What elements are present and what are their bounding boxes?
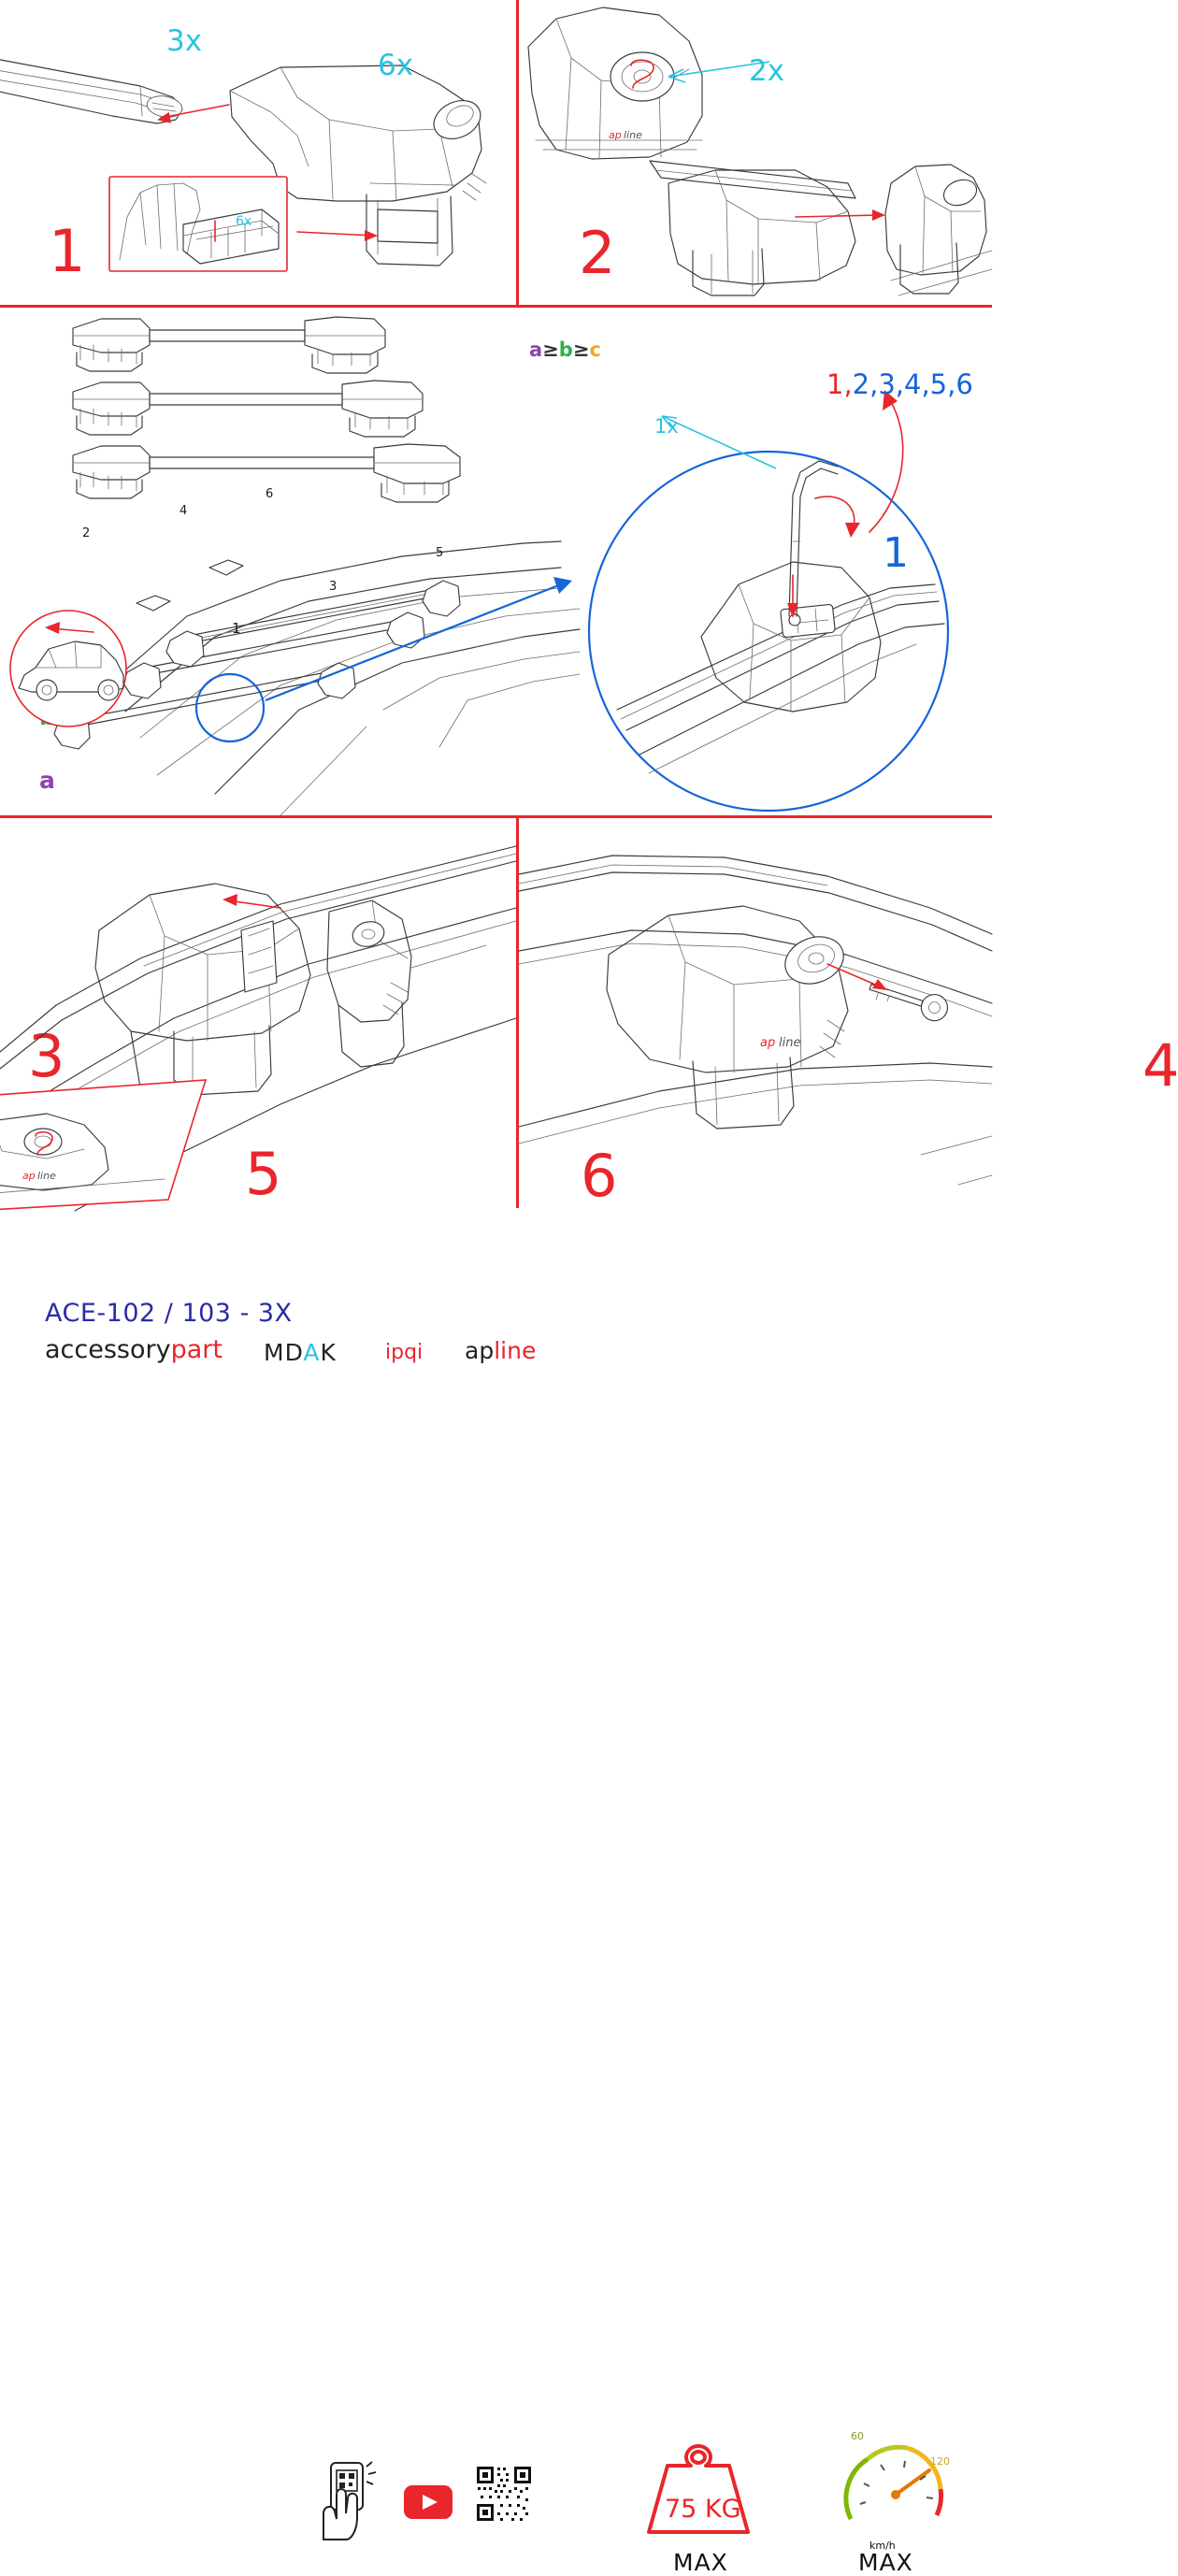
highlight-circle xyxy=(196,674,264,741)
brand-apline xyxy=(465,1337,536,1364)
callout-5: 5 xyxy=(436,546,444,560)
gauge-max-label: 120 xyxy=(930,2455,950,2468)
step-number-6: 6 xyxy=(581,1142,617,1210)
max-speed-label: MAX xyxy=(858,2549,913,2576)
mdak-md: MD xyxy=(264,1339,304,1366)
callout-1: 1 xyxy=(232,620,241,637)
step-2-panel xyxy=(519,0,992,305)
seq-first: 1, xyxy=(826,368,853,400)
max-load-value: 75 KG xyxy=(665,2495,741,2524)
formula-c: c xyxy=(589,338,601,361)
step-number-2: 2 xyxy=(579,219,615,287)
svg-text:line: line xyxy=(624,129,642,141)
callout-4: 4 xyxy=(180,504,188,518)
max-speed-gauge xyxy=(840,2435,955,2543)
step-number-1: 1 xyxy=(49,217,85,285)
qty-label-1x: 1x xyxy=(654,415,679,438)
brand-accessorypart xyxy=(45,1335,223,1364)
qty-label-3x: 3x xyxy=(166,24,203,58)
max-load-label: MAX xyxy=(673,2549,728,2576)
torque-order-number: 1 xyxy=(883,529,909,577)
step-5-panel xyxy=(0,818,516,1211)
formula-b: b xyxy=(558,338,573,361)
step-number-3: 3 xyxy=(28,1022,65,1090)
svg-text:line: line xyxy=(37,1170,56,1182)
brand-accessory: accessory xyxy=(45,1335,171,1364)
speed-unit-label: km/h xyxy=(869,2540,896,2552)
svg-text:ap: ap xyxy=(609,129,622,141)
tightening-sequence xyxy=(826,368,973,400)
step-3-panel xyxy=(0,308,580,1090)
step-1-panel xyxy=(0,0,516,305)
formula-op-2: ≥ xyxy=(572,338,590,361)
car-direction-thumbnail xyxy=(7,608,129,729)
youtube-icon[interactable] xyxy=(404,2485,453,2519)
apline-ap: ap xyxy=(465,1337,495,1364)
apline-line: line xyxy=(494,1337,537,1364)
qty-label-6x: 6x xyxy=(378,49,414,82)
svg-text:ap: ap xyxy=(22,1170,36,1182)
bar-label-a: a xyxy=(39,767,55,794)
brand-mdak xyxy=(264,1339,337,1366)
brand-part: part xyxy=(170,1335,223,1364)
formula-a: a xyxy=(529,338,543,361)
svg-text:ap: ap xyxy=(760,1036,776,1050)
step-number-4: 4 xyxy=(1142,1031,1178,1100)
formula-op-1: ≥ xyxy=(542,338,559,361)
product-code: ACE-102 / 103 - 3X xyxy=(45,1299,293,1328)
scan-qr-hand-icon[interactable] xyxy=(314,2461,378,2541)
mdak-a: A xyxy=(303,1339,321,1366)
seq-rest: 2,3,4,5,6 xyxy=(852,368,973,400)
callout-2: 2 xyxy=(82,526,91,540)
brand-ipqi: ipqi xyxy=(385,1341,424,1364)
svg-text:line: line xyxy=(779,1036,801,1050)
step-6-panel xyxy=(519,818,992,1211)
callout-6: 6 xyxy=(266,487,274,501)
step-number-5: 5 xyxy=(245,1140,281,1208)
step-3-illustration xyxy=(0,308,580,815)
qr-code[interactable] xyxy=(475,2465,533,2523)
qty-label-inset-6x: 6x xyxy=(236,214,252,229)
mdak-k: K xyxy=(320,1339,337,1366)
inset-detail-box xyxy=(109,177,287,271)
qty-label-2x: 2x xyxy=(749,54,785,88)
callout-3: 3 xyxy=(329,580,338,594)
gauge-min-label: 60 xyxy=(851,2430,864,2442)
